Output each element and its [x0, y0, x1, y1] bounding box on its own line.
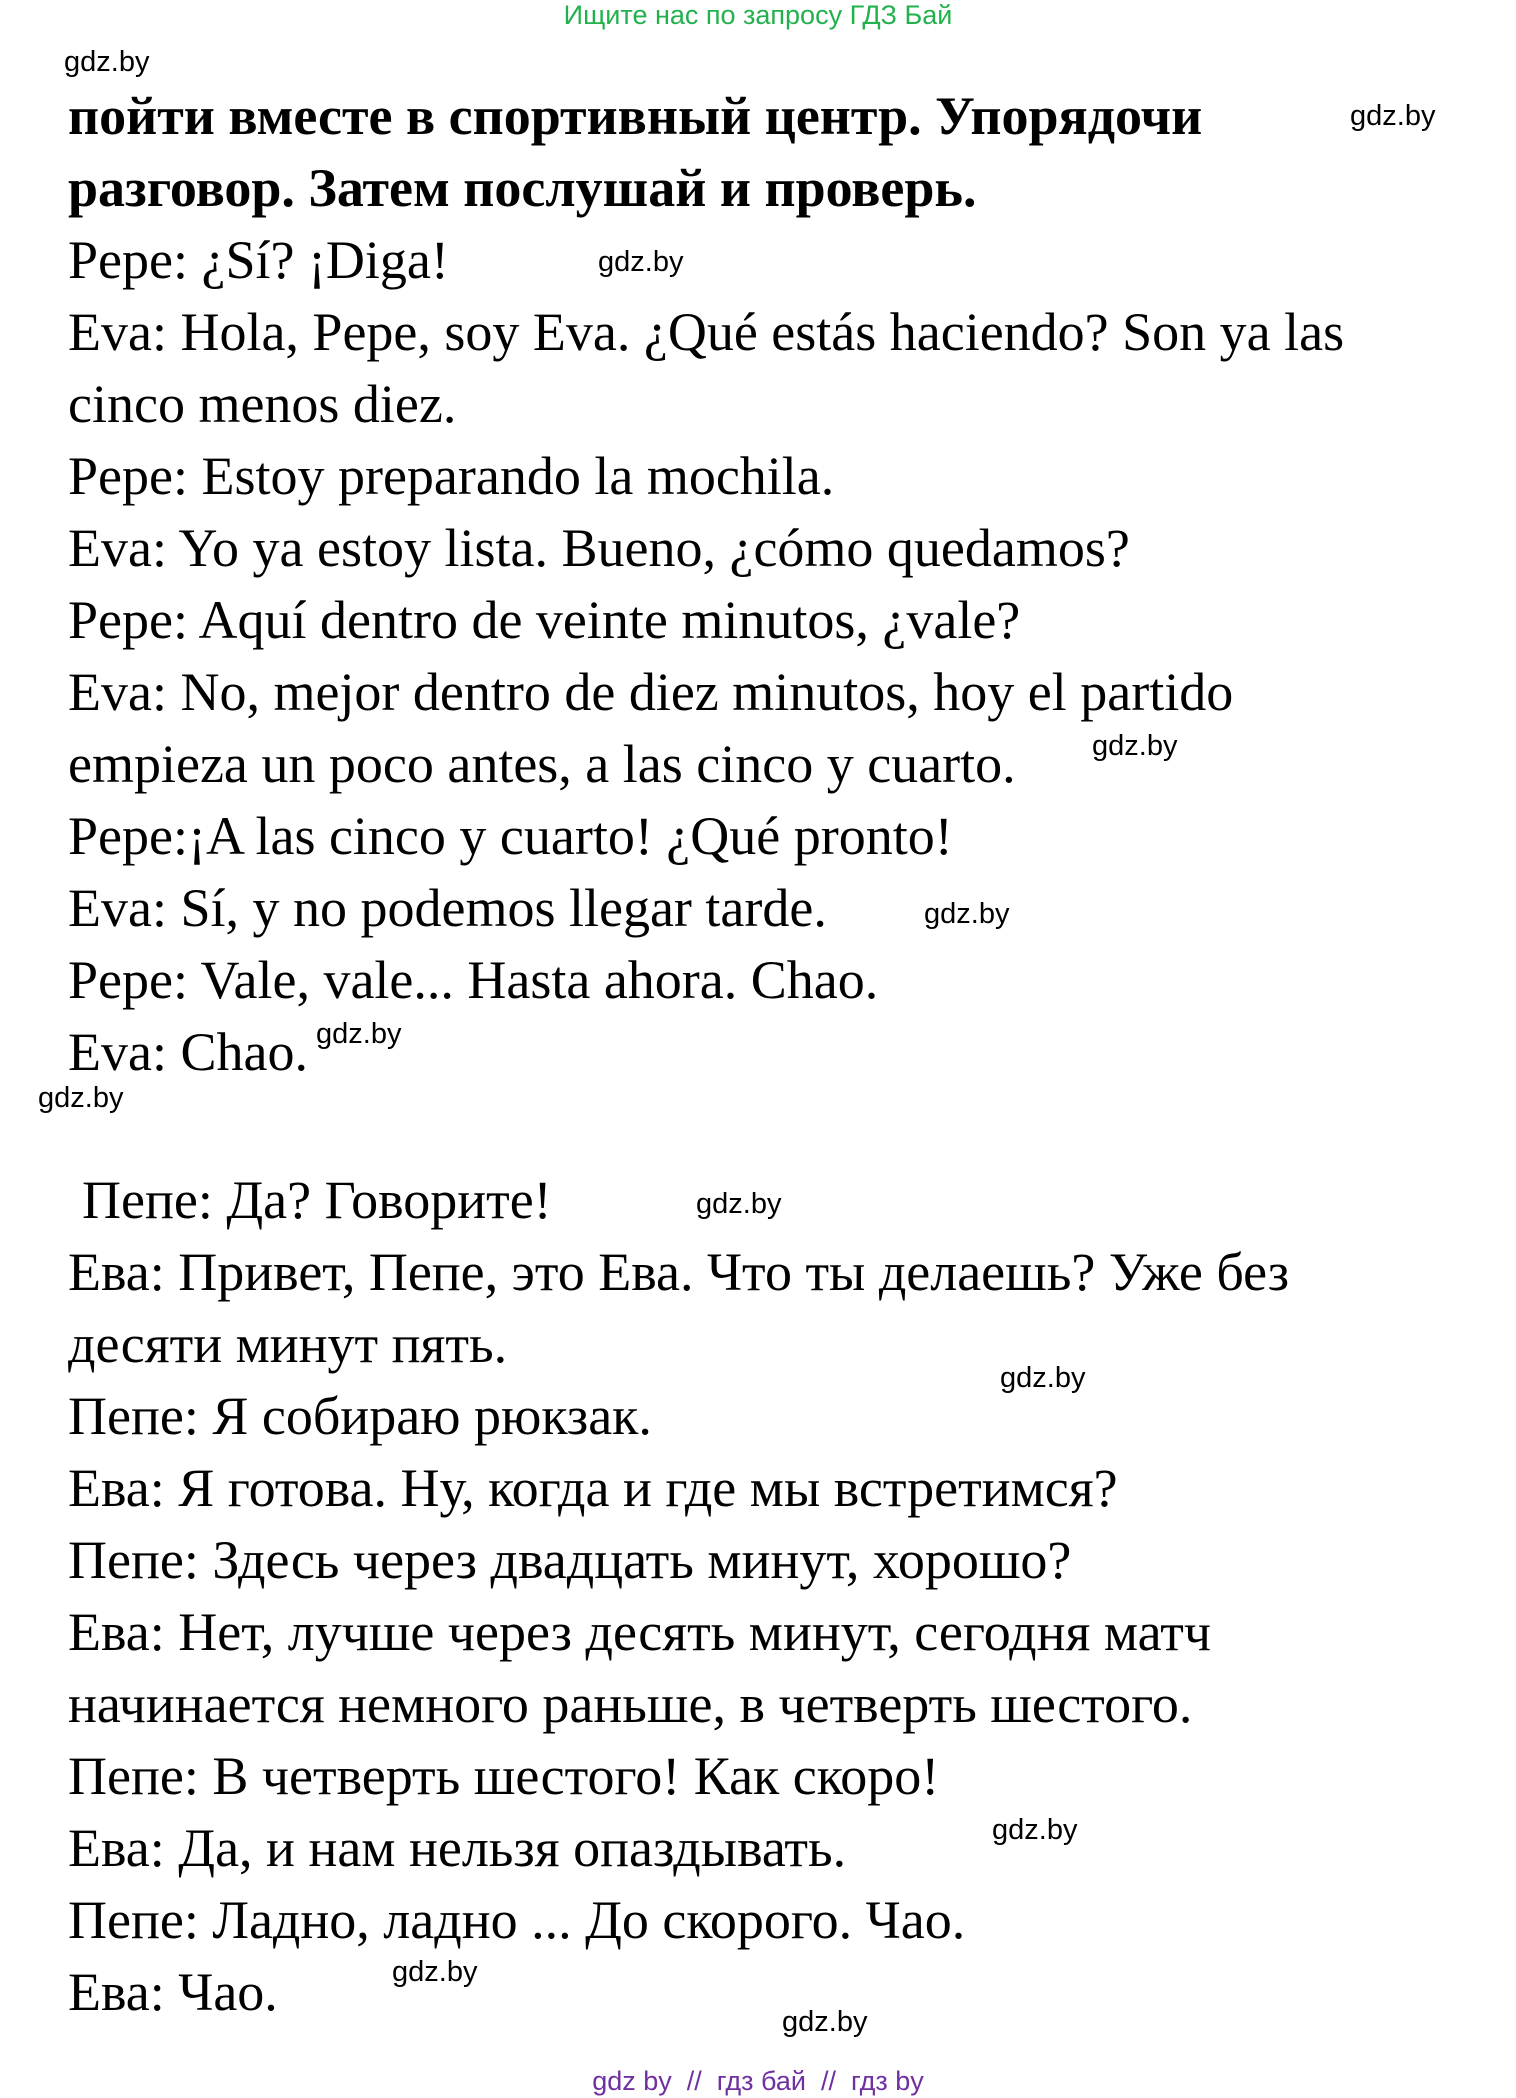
watermark: gdz.by [696, 1188, 782, 1220]
dialogue-line: Eva: Sí, y no podemos llegar tarde. [68, 878, 827, 938]
dialogue-line: Pepe:¡A las cinco y cuarto! ¿Qué pronto! [68, 806, 953, 866]
dialogue-line: Eva: No, mejor dentro de diez minutos, hoy el partido [68, 662, 1234, 722]
task-heading-line-2: разговор. Затем послушай и проверь. [68, 158, 977, 218]
dialogue-line: Ева: Привет, Пепе, это Ева. Что ты делаешь? Уже без [68, 1242, 1290, 1302]
footer-link-gdz-bai[interactable]: гдз бай [716, 2066, 806, 2096]
watermark: gdz.by [316, 1018, 402, 1050]
dialogue-line: Ева: Нет, лучше через десять минут, сегодня матч [68, 1602, 1211, 1662]
watermark: gdz.by [38, 1082, 124, 1114]
task-heading-line-1: пойти вместе в спортивный центр. Упорядочи [68, 86, 1203, 146]
dialogue-line: десяти минут пять. [68, 1314, 508, 1374]
watermark: gdz.by [1350, 100, 1436, 132]
dialogue-line: Ева: Я готова. Ну, когда и где мы встретимся? [68, 1458, 1118, 1518]
dialogue-line: empieza un poco antes, a las cinco y cuarto. [68, 734, 1016, 794]
footer [0, 2066, 1516, 2096]
dialogue-line: Пепе: Здесь через двадцать минут, хорошо? [68, 1530, 1072, 1590]
watermark: gdz.by [598, 246, 684, 278]
footer-link-gdz-by-mixed[interactable]: гдз by [851, 2066, 924, 2096]
dialogue-line: Ева: Да, и нам нельзя опаздывать. [68, 1818, 847, 1878]
dialogue-line: Пепе: Ладно, ладно ... До скорого. Чао. [68, 1890, 966, 1950]
dialogue-line: Pepe: Aquí dentro de veinte minutos, ¿vale? [68, 590, 1021, 650]
dialogue-line: Pepe: ¿Sí? ¡Diga! [68, 230, 449, 290]
footer-separator: // [671, 2066, 717, 2096]
watermark: gdz.by [64, 46, 150, 78]
dialogue-line: Eva: Yo ya estoy lista. Bueno, ¿cómo quedamos? [68, 518, 1130, 578]
footer-separator: // [805, 2066, 851, 2096]
dialogue-line: Пепе: Я собираю рюкзак. [68, 1386, 652, 1446]
watermark: gdz.by [1092, 730, 1178, 762]
watermark: gdz.by [1000, 1362, 1086, 1394]
dialogue-line: Pepe: Vale, vale... Hasta ahora. Chao. [68, 950, 879, 1010]
watermark: gdz.by [392, 1956, 478, 1988]
watermark: gdz.by [924, 898, 1010, 930]
dialogue-line: Eva: Hola, Pepe, soy Eva. ¿Qué estás haciendo? Son ya las [68, 302, 1345, 362]
dialogue-line: Пепе: В четверть шестого! Как скоро! [68, 1746, 940, 1806]
watermark: gdz.by [992, 1814, 1078, 1846]
dialogue-line: Pepe: Estoy preparando la mochila. [68, 446, 835, 506]
footer-link-gdz-by[interactable]: gdz by [592, 2066, 672, 2096]
dialogue-line: начинается немного раньше, в четверть шестого. [68, 1674, 1193, 1734]
top-banner: Ищите нас по запросу ГДЗ Бай [563, 0, 953, 30]
dialogue-line: cinco menos diez. [68, 374, 457, 434]
dialogue-line: Ева: Чао. [68, 1962, 278, 2022]
watermark: gdz.by [782, 2006, 868, 2038]
dialogue-line: Eva: Chao. [68, 1022, 308, 1082]
dialogue-line: Пепе: Да? Говорите! [82, 1170, 552, 1230]
